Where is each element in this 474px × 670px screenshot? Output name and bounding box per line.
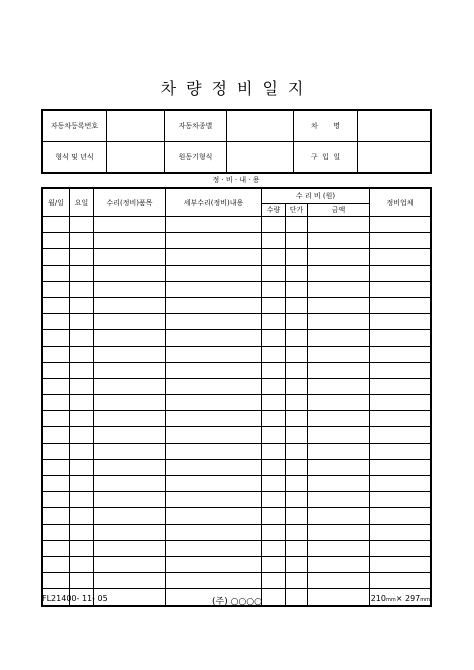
table-cell[interactable] [308,330,370,346]
table-cell[interactable] [70,265,94,281]
table-cell[interactable] [370,427,431,443]
col-amount-header: 금액 [308,204,370,217]
table-cell[interactable] [166,217,262,233]
table-row [43,265,431,281]
table-cell[interactable] [166,281,262,297]
table-cell[interactable] [370,297,431,313]
table-cell[interactable] [70,540,94,556]
table-cell[interactable] [262,265,286,281]
table-cell[interactable] [94,233,166,249]
table-cell[interactable] [370,395,431,411]
table-cell[interactable] [43,297,70,313]
table-cell[interactable] [262,346,286,362]
table-cell[interactable] [94,556,166,572]
reg-no-label: 자동차등록번호 [43,111,107,142]
maintenance-table [42,188,431,606]
table-cell[interactable] [94,508,166,524]
table-cell[interactable] [70,556,94,572]
table-cell[interactable] [70,378,94,394]
table-cell[interactable] [286,217,308,233]
table-cell[interactable] [43,524,70,540]
table-cell[interactable] [166,233,262,249]
table-cell[interactable] [70,233,94,249]
table-cell[interactable] [308,443,370,459]
table-cell[interactable] [308,395,370,411]
table-cell[interactable] [308,249,370,265]
type-label: 자동차종별 [165,111,227,142]
table-cell[interactable] [286,378,308,394]
table-cell[interactable] [166,540,262,556]
table-cell[interactable] [70,476,94,492]
table-cell[interactable] [370,265,431,281]
model-year-field[interactable] [107,142,165,173]
table-cell[interactable] [43,573,70,589]
table-cell[interactable] [43,540,70,556]
table-cell[interactable] [262,362,286,378]
table-cell[interactable] [94,281,166,297]
engine-field[interactable] [227,142,294,173]
table-cell[interactable] [166,411,262,427]
table-cell[interactable] [262,492,286,508]
table-cell[interactable] [70,249,94,265]
table-row [43,411,431,427]
table-cell[interactable] [286,233,308,249]
table-cell[interactable] [262,281,286,297]
paper-size: 210mm× 297mm [370,594,430,603]
table-cell[interactable] [286,459,308,475]
table-cell[interactable] [262,378,286,394]
col-item-header: 수리(정비)품목 [94,189,166,217]
table-cell[interactable] [308,540,370,556]
table-cell[interactable] [70,217,94,233]
table-cell[interactable] [94,411,166,427]
table-cell[interactable] [308,427,370,443]
table-cell[interactable] [70,459,94,475]
table-cell[interactable] [94,265,166,281]
type-field[interactable] [227,111,294,142]
table-cell[interactable] [286,573,308,589]
company-name: (주) ○○○○ [212,597,262,607]
table-cell[interactable] [43,411,70,427]
table-cell[interactable] [70,411,94,427]
table-row [43,524,431,540]
table-cell[interactable] [43,314,70,330]
table-cell[interactable] [308,281,370,297]
table-cell[interactable] [370,573,431,589]
table-cell[interactable] [166,492,262,508]
table-row [43,476,431,492]
table-cell[interactable] [286,330,308,346]
table-cell[interactable] [70,443,94,459]
table-cell[interactable] [94,492,166,508]
table-cell[interactable] [43,217,70,233]
col-unit-header: 단가 [286,204,308,217]
col-date-header: 월/일 [43,189,70,217]
table-cell[interactable] [166,459,262,475]
table-cell[interactable] [370,249,431,265]
table-row [43,540,431,556]
table-cell[interactable] [370,459,431,475]
table-cell[interactable] [166,556,262,572]
table-cell[interactable] [308,492,370,508]
table-row [43,556,431,572]
table-cell[interactable] [166,427,262,443]
purchase-label: 구 입 일 [294,142,358,173]
table-cell[interactable] [166,330,262,346]
table-cell[interactable] [286,297,308,313]
document-title: 차량정비일지 [160,79,314,98]
table-cell[interactable] [308,411,370,427]
table-cell[interactable] [286,508,308,524]
table-cell[interactable] [262,330,286,346]
table-row [43,378,431,394]
table-cell[interactable] [370,476,431,492]
table-cell[interactable] [94,249,166,265]
table-cell[interactable] [286,492,308,508]
table-row [43,249,431,265]
table-cell[interactable] [166,573,262,589]
table-cell[interactable] [308,378,370,394]
table-cell[interactable] [262,540,286,556]
table-cell[interactable] [262,297,286,313]
table-row [43,508,431,524]
table-cell[interactable] [166,524,262,540]
table-cell[interactable] [308,217,370,233]
table-cell[interactable] [43,378,70,394]
table-cell[interactable] [43,443,70,459]
table-row [43,330,431,346]
table-row [43,362,431,378]
col-shop-header: 정비업체 [370,189,431,217]
table-cell[interactable] [286,411,308,427]
table-cell[interactable] [286,395,308,411]
table-cell[interactable] [286,265,308,281]
table-cell[interactable] [94,346,166,362]
table-cell[interactable] [70,492,94,508]
table-cell[interactable] [166,476,262,492]
table-cell[interactable] [370,362,431,378]
table-cell[interactable] [94,427,166,443]
table-cell[interactable] [166,297,262,313]
table-cell[interactable] [370,346,431,362]
table-cell[interactable] [70,508,94,524]
table-cell[interactable] [286,540,308,556]
table-cell[interactable] [262,249,286,265]
col-day-header: 요일 [70,189,94,217]
table-cell[interactable] [262,314,286,330]
table-cell[interactable] [370,556,431,572]
table-cell[interactable] [262,508,286,524]
table-cell[interactable] [308,524,370,540]
table-row [43,281,431,297]
reg-no-field[interactable] [107,111,165,142]
table-row [43,573,431,589]
table-row [43,217,431,233]
table-cell[interactable] [370,314,431,330]
table-cell[interactable] [70,314,94,330]
table-row [43,427,431,443]
table-cell[interactable] [308,314,370,330]
table-cell[interactable] [308,573,370,589]
table-row [43,233,431,249]
table-cell[interactable] [262,459,286,475]
table-cell[interactable] [262,217,286,233]
table-cell[interactable] [262,411,286,427]
table-row [43,346,431,362]
table-row [43,459,431,475]
table-cell[interactable] [94,395,166,411]
table-cell[interactable] [308,265,370,281]
table-cell[interactable] [94,476,166,492]
table-cell[interactable] [94,378,166,394]
table-row [43,492,431,508]
table-cell[interactable] [308,476,370,492]
table-cell[interactable] [370,281,431,297]
table-cell[interactable] [166,362,262,378]
col-cost-header: 수 리 비 (원) [262,189,370,204]
table-cell[interactable] [166,508,262,524]
table-cell[interactable] [43,362,70,378]
table-cell[interactable] [43,233,70,249]
table-cell[interactable] [370,378,431,394]
table-cell[interactable] [166,395,262,411]
table-cell[interactable] [166,265,262,281]
table-cell[interactable] [286,556,308,572]
table-cell[interactable] [286,362,308,378]
vehicle-info-table [42,110,431,173]
table-cell[interactable] [166,249,262,265]
table-cell[interactable] [262,573,286,589]
table-row [43,395,431,411]
table-cell[interactable] [94,573,166,589]
table-cell[interactable] [70,573,94,589]
table-cell[interactable] [286,346,308,362]
table-cell[interactable] [370,330,431,346]
table-cell[interactable] [70,346,94,362]
name-field[interactable] [358,111,431,142]
table-cell[interactable] [43,508,70,524]
table-cell[interactable] [43,395,70,411]
table-cell[interactable] [308,346,370,362]
table-cell[interactable] [370,411,431,427]
table-cell[interactable] [43,265,70,281]
table-cell[interactable] [70,524,94,540]
table-cell[interactable] [43,330,70,346]
table-cell[interactable] [94,330,166,346]
table-cell[interactable] [370,524,431,540]
table-cell[interactable] [262,395,286,411]
table-row [43,443,431,459]
table-cell[interactable] [43,556,70,572]
table-cell[interactable] [262,443,286,459]
table-cell[interactable] [70,362,94,378]
table-cell[interactable] [308,362,370,378]
col-qty-header: 수량 [262,204,286,217]
table-cell[interactable] [70,427,94,443]
table-cell[interactable] [166,443,262,459]
table-cell[interactable] [166,346,262,362]
table-cell[interactable] [166,378,262,394]
table-cell[interactable] [70,395,94,411]
table-cell[interactable] [370,540,431,556]
table-cell[interactable] [370,233,431,249]
table-cell[interactable] [70,330,94,346]
table-cell[interactable] [308,297,370,313]
table-cell[interactable] [262,233,286,249]
table-cell[interactable] [43,459,70,475]
table-cell[interactable] [43,346,70,362]
table-row [43,314,431,330]
table-cell[interactable] [94,540,166,556]
table-cell[interactable] [286,524,308,540]
table-cell[interactable] [94,459,166,475]
table-cell[interactable] [262,524,286,540]
table-cell[interactable] [262,556,286,572]
table-cell[interactable] [43,249,70,265]
table-cell[interactable] [286,249,308,265]
form-code: FL21400- 11- 05 [42,594,108,603]
name-label: 차 명 [294,111,358,142]
table-cell[interactable] [308,508,370,524]
col-detail-header: 세부수리(정비)내용 [166,189,262,217]
table-cell[interactable] [286,427,308,443]
table-cell[interactable] [262,476,286,492]
table-cell[interactable] [70,281,94,297]
table-cell[interactable] [94,524,166,540]
table-cell[interactable] [286,314,308,330]
table-cell[interactable] [370,492,431,508]
table-cell[interactable] [43,427,70,443]
table-cell[interactable] [370,443,431,459]
table-cell[interactable] [286,281,308,297]
table-row [43,297,431,313]
table-cell[interactable] [43,281,70,297]
table-cell[interactable] [43,492,70,508]
table-cell[interactable] [94,362,166,378]
table-cell[interactable] [370,217,431,233]
table-cell[interactable] [308,233,370,249]
table-cell[interactable] [94,217,166,233]
table-cell[interactable] [286,443,308,459]
model-year-label: 형식 및 년식 [43,142,107,173]
table-cell[interactable] [94,314,166,330]
table-cell[interactable] [94,443,166,459]
table-cell[interactable] [286,476,308,492]
engine-label: 원동기형식 [165,142,227,173]
section-label: 정 · 비 · 내 · 용 [212,176,260,184]
table-cell[interactable] [308,459,370,475]
table-cell[interactable] [262,427,286,443]
table-cell[interactable] [70,297,94,313]
table-cell[interactable] [370,508,431,524]
table-cell[interactable] [166,314,262,330]
purchase-field[interactable] [358,142,431,173]
table-cell[interactable] [43,476,70,492]
table-cell[interactable] [308,556,370,572]
table-cell[interactable] [94,297,166,313]
